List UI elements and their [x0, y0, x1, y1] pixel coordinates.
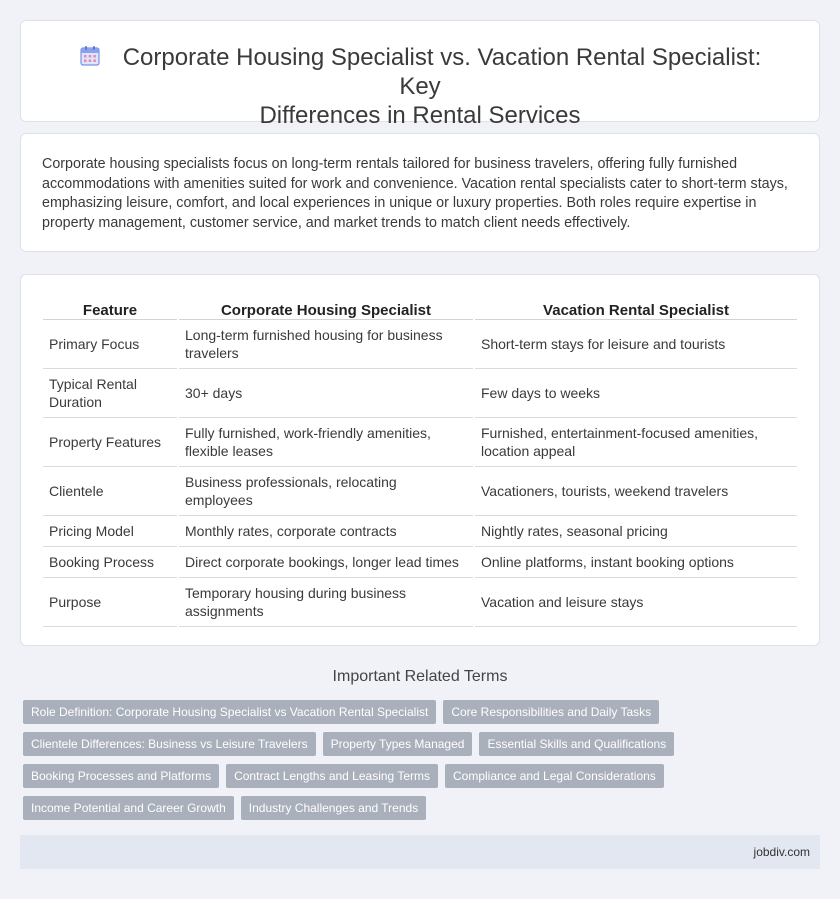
- header-feature: Feature: [43, 295, 177, 320]
- title-line-2: Differences in Rental Services: [259, 102, 581, 129]
- related-terms-title: Important Related Terms: [332, 668, 508, 685]
- title-card: [20, 20, 820, 129]
- related-term-tag[interactable]: Property Types Managed: [323, 732, 473, 756]
- table-cell: Business professionals, relocating employees: [179, 467, 473, 516]
- table-cell: Fully furnished, work-friendly amenities, flexible leases: [179, 418, 473, 467]
- title-line-1: Corporate Housing Specialist vs. Vacation Rental Specialist: Key: [122, 44, 762, 100]
- table-row: [43, 578, 797, 627]
- table-cell: Furnished, entertainment-focused amenities, location appeal: [475, 418, 797, 467]
- table-cell: Online platforms, instant booking options: [475, 547, 797, 578]
- related-term-tag[interactable]: Income Potential and Career Growth: [23, 796, 234, 820]
- table-header-row: [43, 295, 797, 320]
- comparison-table: [41, 295, 799, 627]
- table-cell: Direct corporate bookings, longer lead times: [179, 547, 473, 578]
- related-term-tag[interactable]: Industry Challenges and Trends: [241, 796, 426, 820]
- table-cell: Few days to weeks: [475, 369, 797, 418]
- table-cell: Purpose: [43, 578, 177, 627]
- table-row: [43, 418, 797, 467]
- table-cell: Long-term furnished housing for business travelers: [179, 320, 473, 369]
- footer: [20, 835, 820, 869]
- table-row: [43, 467, 797, 516]
- header-vacation: Vacation Rental Specialist: [475, 295, 797, 320]
- table-cell: Primary Focus: [43, 320, 177, 369]
- calendar-icon: [79, 45, 101, 67]
- intro-paragraph: Corporate housing specialists focus on long-term rentals tailored for business travelers, offering fully furnished accommodations with amenities suited for work and convenience. Vacation rental specialists cater to short-term stays, emphasizing leisure, comfort, and local experiences in unique or luxury properties. Both roles require expertise in property management, customer service, and market trends to match client needs effectively.: [42, 156, 788, 231]
- table-cell: 30+ days: [179, 369, 473, 418]
- table-cell: Temporary housing during business assignments: [179, 578, 473, 627]
- table-cell: Vacation and leisure stays: [475, 578, 797, 627]
- intro-card: [20, 133, 820, 252]
- footer-site-link[interactable]: jobdiv.com: [753, 845, 810, 859]
- table-row: [43, 516, 797, 547]
- table-cell: Typical Rental Duration: [43, 369, 177, 418]
- table-cell: Pricing Model: [43, 516, 177, 547]
- related-term-tag[interactable]: Booking Processes and Platforms: [23, 764, 219, 788]
- table-cell: Vacationers, tourists, weekend travelers: [475, 467, 797, 516]
- table-row: [43, 547, 797, 578]
- table-cell: Property Features: [43, 418, 177, 467]
- table-cell: Monthly rates, corporate contracts: [179, 516, 473, 547]
- page-title: [21, 43, 819, 130]
- related-term-tag[interactable]: Contract Lengths and Leasing Terms: [226, 764, 438, 788]
- related-term-tag[interactable]: Essential Skills and Qualifications: [479, 732, 674, 756]
- related-term-tag[interactable]: Role Definition: Corporate Housing Specialist vs Vacation Rental Specialist: [23, 700, 436, 724]
- table-cell: Nightly rates, seasonal pricing: [475, 516, 797, 547]
- table-cell: Booking Process: [43, 547, 177, 578]
- table-cell: Short-term stays for leisure and tourists: [475, 320, 797, 369]
- header-corporate: Corporate Housing Specialist: [179, 295, 473, 320]
- comparison-card: [20, 274, 820, 646]
- related-term-tag[interactable]: Clientele Differences: Business vs Leisure Travelers: [23, 732, 316, 756]
- table-cell: Clientele: [43, 467, 177, 516]
- related-terms-list: [23, 700, 823, 828]
- related-term-tag[interactable]: Compliance and Legal Considerations: [445, 764, 664, 788]
- table-row: [43, 320, 797, 369]
- related-term-tag[interactable]: Core Responsibilities and Daily Tasks: [443, 700, 659, 724]
- table-row: [43, 369, 797, 418]
